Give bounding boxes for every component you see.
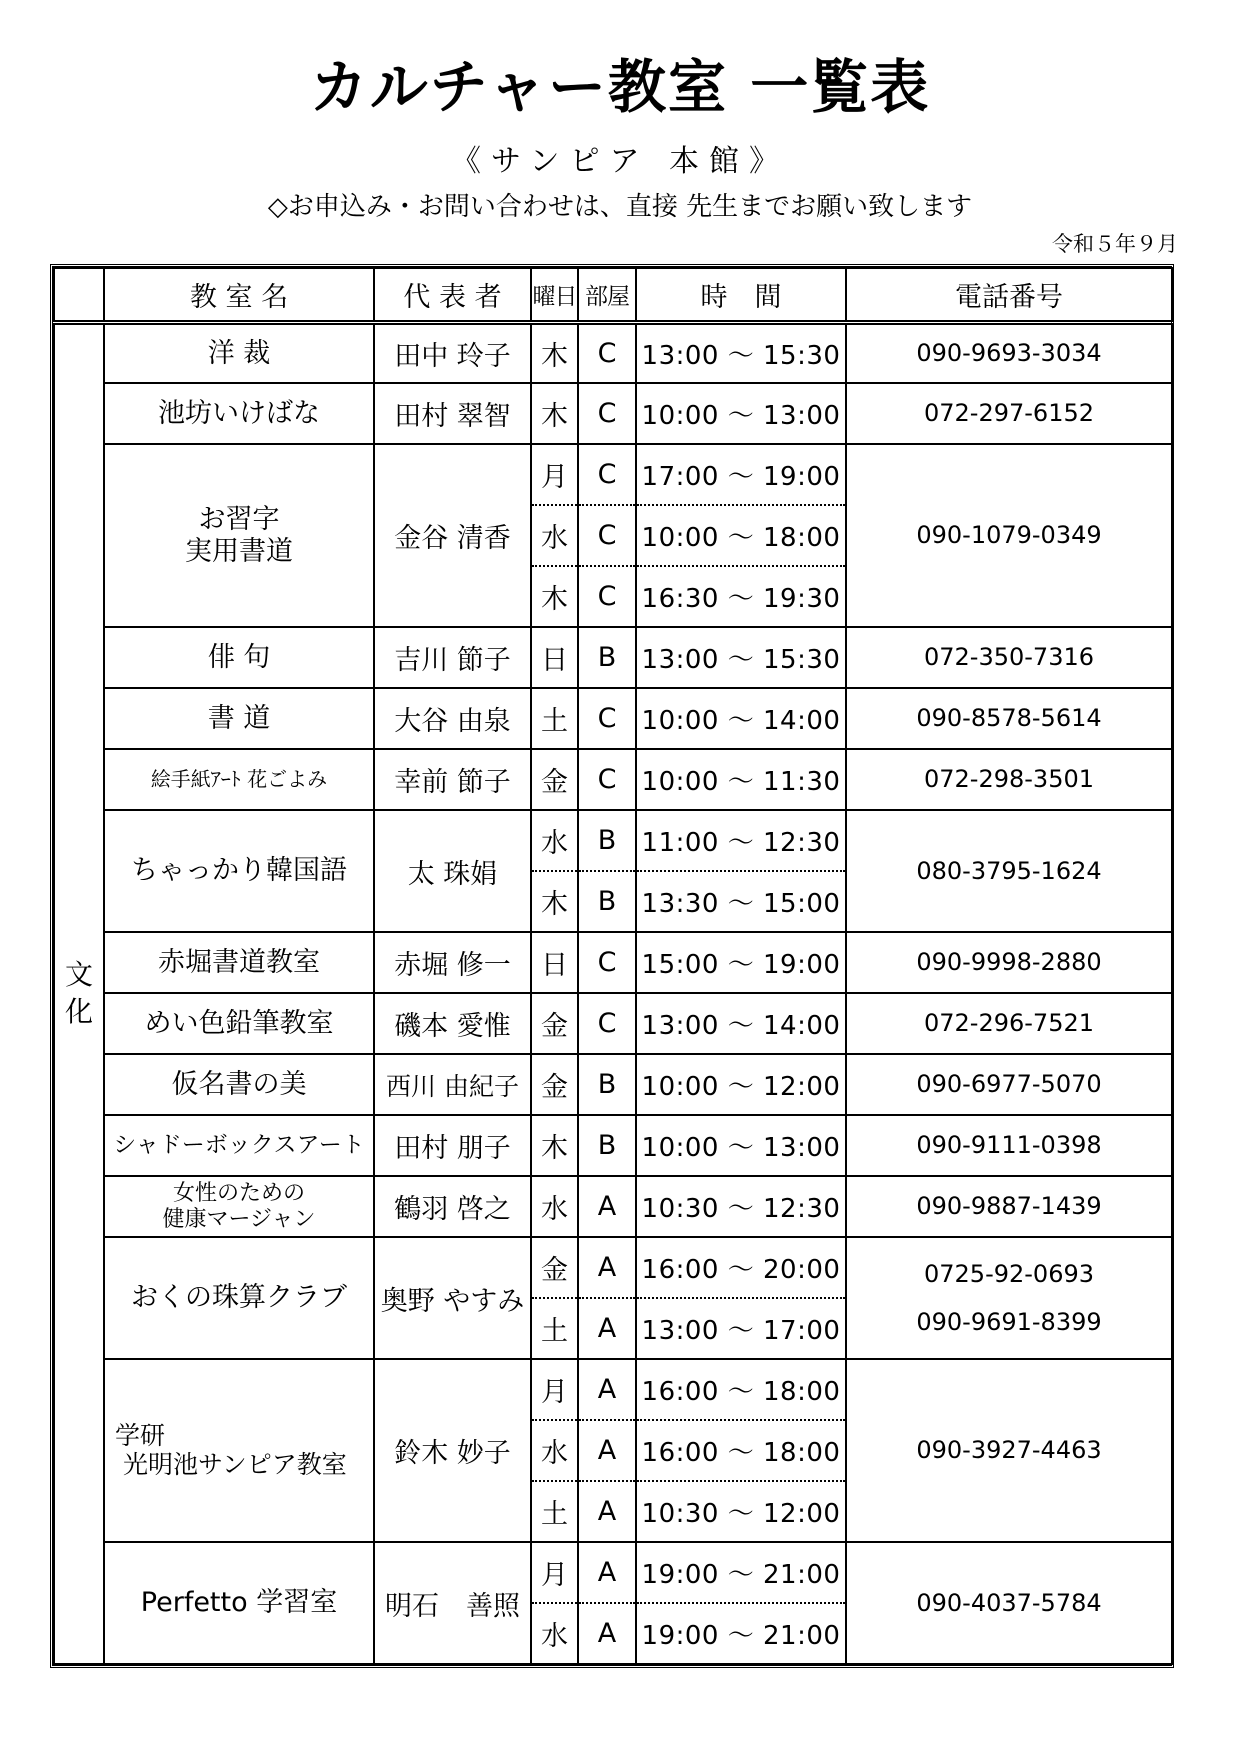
phone: 090-1079-0349 (846, 444, 1172, 627)
room: A (578, 1420, 636, 1481)
class-name: お習字 実用書道 (104, 444, 374, 627)
day: 金 (531, 1054, 578, 1115)
time: 10:00 ～ 13:00 (636, 383, 846, 444)
day: 土 (531, 1298, 578, 1359)
day: 水 (531, 1603, 578, 1664)
category-cell (54, 322, 104, 1664)
representative: 明石 善照 (374, 1542, 531, 1664)
time: 11:00 ～ 12:30 (636, 810, 846, 871)
table-header-row (54, 268, 1172, 322)
table-row (54, 688, 1172, 749)
table-row (54, 1054, 1172, 1115)
room: C (578, 505, 636, 566)
class-name: 赤堀書道教室 (104, 932, 374, 993)
room: C (578, 444, 636, 505)
room: B (578, 1054, 636, 1115)
class-name: シャドーボックスアート (104, 1115, 374, 1176)
table-row (54, 383, 1172, 444)
day: 木 (531, 383, 578, 444)
phone: 072-350-7316 (846, 627, 1172, 688)
table-row (54, 1359, 1172, 1420)
time: 19:00 ～ 21:00 (636, 1603, 846, 1664)
day: 木 (531, 322, 578, 383)
room: A (578, 1542, 636, 1603)
table-row (54, 932, 1172, 993)
representative: 大谷 由泉 (374, 688, 531, 749)
header-phone: 電話番号 (846, 268, 1172, 322)
phone: 090-9998-2880 (846, 932, 1172, 993)
time: 13:00 ～ 14:00 (636, 993, 846, 1054)
time: 10:30 ～ 12:30 (636, 1176, 846, 1237)
day: 月 (531, 1542, 578, 1603)
room: B (578, 871, 636, 932)
time: 10:00 ～ 14:00 (636, 688, 846, 749)
representative: 鈴木 妙子 (374, 1359, 531, 1542)
header-time: 時 間 (636, 268, 846, 322)
day: 月 (531, 1359, 578, 1420)
contact-note: ◇お申込み・お問い合わせは、直接 先生までお願い致します (267, 192, 973, 222)
class-name: 女性のための 健康マージャン (104, 1176, 374, 1237)
header-room: 部屋 (578, 268, 636, 322)
day: 木 (531, 871, 578, 932)
time: 19:00 ～ 21:00 (636, 1542, 846, 1603)
phone: 080-3795-1624 (846, 810, 1172, 932)
time: 10:00 ～ 12:00 (636, 1054, 846, 1115)
room: C (578, 688, 636, 749)
representative: 金谷 清香 (374, 444, 531, 627)
representative: 赤堀 修一 (374, 932, 531, 993)
table-row (54, 444, 1172, 505)
day: 土 (531, 688, 578, 749)
room: C (578, 566, 636, 627)
day: 木 (531, 566, 578, 627)
time: 13:30 ～ 15:00 (636, 871, 846, 932)
class-name: 俳 句 (104, 627, 374, 688)
time: 13:00 ～ 15:30 (636, 627, 846, 688)
time: 13:00 ～ 15:30 (636, 322, 846, 383)
room: C (578, 993, 636, 1054)
time: 10:00 ～ 11:30 (636, 749, 846, 810)
time: 16:30 ～ 19:30 (636, 566, 846, 627)
room: A (578, 1359, 636, 1420)
day: 水 (531, 505, 578, 566)
category-label: 文化 (65, 958, 94, 1028)
time: 15:00 ～ 19:00 (636, 932, 846, 993)
header-category (54, 268, 104, 322)
room: C (578, 322, 636, 383)
class-table (50, 264, 1174, 1668)
header-day: 曜日 (531, 268, 578, 322)
day: 金 (531, 749, 578, 810)
phone: 090-9693-3034 (846, 322, 1172, 383)
phone: 072-296-7521 (846, 993, 1172, 1054)
class-name: ちゃっかり韓国語 (104, 810, 374, 932)
phone: 090-3927-4463 (846, 1359, 1172, 1542)
time: 16:00 ～ 18:00 (636, 1420, 846, 1481)
header-representative: 代 表 者 (374, 268, 531, 322)
room: B (578, 627, 636, 688)
table-row (54, 322, 1172, 383)
document-subtitle: 《サンピア 本館》 (450, 144, 790, 179)
table-row (54, 1176, 1172, 1237)
class-name: 洋 裁 (104, 322, 374, 383)
phone: 072-298-3501 (846, 749, 1172, 810)
time: 10:00 ～ 18:00 (636, 505, 846, 566)
table-row (54, 810, 1172, 871)
class-name: おくの珠算クラブ (104, 1237, 374, 1359)
room: A (578, 1176, 636, 1237)
day: 金 (531, 993, 578, 1054)
phone: 090-6977-5070 (846, 1054, 1172, 1115)
representative: 吉川 節子 (374, 627, 531, 688)
representative: 磯本 愛惟 (374, 993, 531, 1054)
room: B (578, 1115, 636, 1176)
phone: 090-8578-5614 (846, 688, 1172, 749)
document-date: 令和５年９月 (1052, 232, 1178, 256)
day: 水 (531, 1420, 578, 1481)
time: 17:00 ～ 19:00 (636, 444, 846, 505)
header-class-name: 教 室 名 (104, 268, 374, 322)
class-name: 書 道 (104, 688, 374, 749)
class-name: 絵手紙ｱｰﾄ 花ごよみ (104, 749, 374, 810)
table-row (54, 1542, 1172, 1603)
room: A (578, 1481, 636, 1542)
representative: 奥野 やすみ (374, 1237, 531, 1359)
room: C (578, 383, 636, 444)
representative: 幸前 節子 (374, 749, 531, 810)
time: 16:00 ～ 20:00 (636, 1237, 846, 1298)
class-name: 仮名書の美 (104, 1054, 374, 1115)
table-row (54, 627, 1172, 688)
class-name: 学研 光明池サンピア教室 (104, 1359, 374, 1542)
day: 日 (531, 932, 578, 993)
time: 10:00 ～ 13:00 (636, 1115, 846, 1176)
phone: 090-9887-1439 (846, 1176, 1172, 1237)
time: 13:00 ～ 17:00 (636, 1298, 846, 1359)
representative: 田村 翠智 (374, 383, 531, 444)
class-name: めい色鉛筆教室 (104, 993, 374, 1054)
room: C (578, 749, 636, 810)
table-row (54, 1115, 1172, 1176)
class-name: Perfetto 学習室 (104, 1542, 374, 1664)
day: 土 (531, 1481, 578, 1542)
room: A (578, 1603, 636, 1664)
phone: 0725-92-0693 090-9691-8399 (846, 1237, 1172, 1359)
day: 水 (531, 1176, 578, 1237)
phone: 090-9111-0398 (846, 1115, 1172, 1176)
representative: 太 珠娟 (374, 810, 531, 932)
day: 木 (531, 1115, 578, 1176)
room: B (578, 810, 636, 871)
room: A (578, 1237, 636, 1298)
phone: 090-4037-5784 (846, 1542, 1172, 1664)
room: C (578, 932, 636, 993)
time: 10:30 ～ 12:00 (636, 1481, 846, 1542)
document-title: カルチャー教室 一覧表 (309, 53, 931, 121)
day: 日 (531, 627, 578, 688)
class-name: 池坊いけばな (104, 383, 374, 444)
day: 月 (531, 444, 578, 505)
day: 水 (531, 810, 578, 871)
table-row (54, 749, 1172, 810)
representative: 田中 玲子 (374, 322, 531, 383)
phone: 072-297-6152 (846, 383, 1172, 444)
room: A (578, 1298, 636, 1359)
table-row (54, 1237, 1172, 1298)
representative: 田村 朋子 (374, 1115, 531, 1176)
representative: 鶴羽 啓之 (374, 1176, 531, 1237)
day: 金 (531, 1237, 578, 1298)
table-row (54, 993, 1172, 1054)
representative: 西川 由紀子 (374, 1054, 531, 1115)
time: 16:00 ～ 18:00 (636, 1359, 846, 1420)
